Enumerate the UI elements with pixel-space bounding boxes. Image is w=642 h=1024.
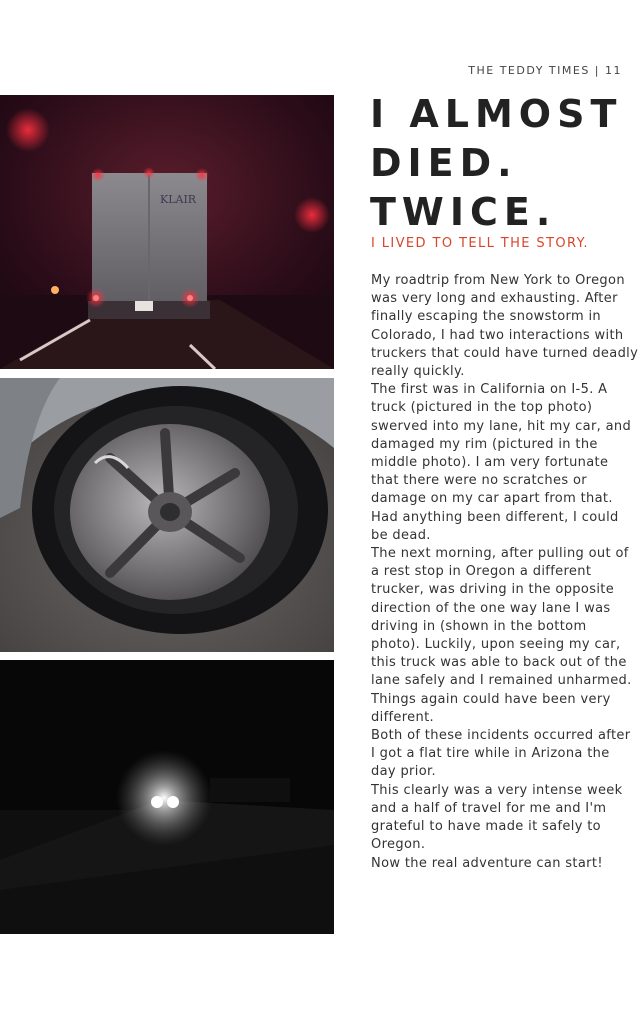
article-paragraph: The first was in California on I-5. A truck (pictured in the top photo) swerved into my lane, hit my car, and damaged my rim (pictured in the middle photo). I am very fortunate that there were no scratches or damage on my car apart from that. Had anything been different, I could be dead. [371, 382, 632, 543]
headline-line-1: I ALMOST [370, 92, 623, 136]
damaged-rim-photo [0, 378, 334, 652]
article-paragraph: Both of these incidents occurred after I got a flat tire while in Arizona the day prior. [371, 728, 631, 780]
article-paragraph: The next morning, after pulling out of a rest stop in Oregon a different trucker, was driving in the opposite direction of the one way lane I was driving in (shown in the bottom photo). Luckily, upon seeing my car, this truck was able to back out of the lane safely and I remained unharmed. Things again could have been very different. [371, 546, 632, 725]
article-paragraph: Now the real adventure can start! [371, 855, 603, 871]
article-body [371, 272, 639, 873]
subhead: I LIVED TO TELL THE STORY. [371, 236, 589, 251]
trailer-text: KLAIR [160, 193, 197, 206]
headline [370, 90, 632, 237]
page-header: THE TEDDY TIMES | 11 [468, 64, 622, 77]
article-paragraph: My roadtrip from New York to Oregon was very long and exhausting. After finally escaping the snowstorm in Colorado, I had two interactions with truckers that could have turned deadly really quickly. [371, 273, 639, 380]
truck-photo [0, 95, 334, 369]
article-paragraph: This clearly was a very intense week and a half of travel for me and I'm grateful to have made it safely to Oregon. [371, 782, 623, 853]
headline-line-2: DIED. [370, 141, 518, 185]
headline-line-3: TWICE. [370, 190, 557, 234]
oncoming-truck-photo [0, 660, 334, 934]
